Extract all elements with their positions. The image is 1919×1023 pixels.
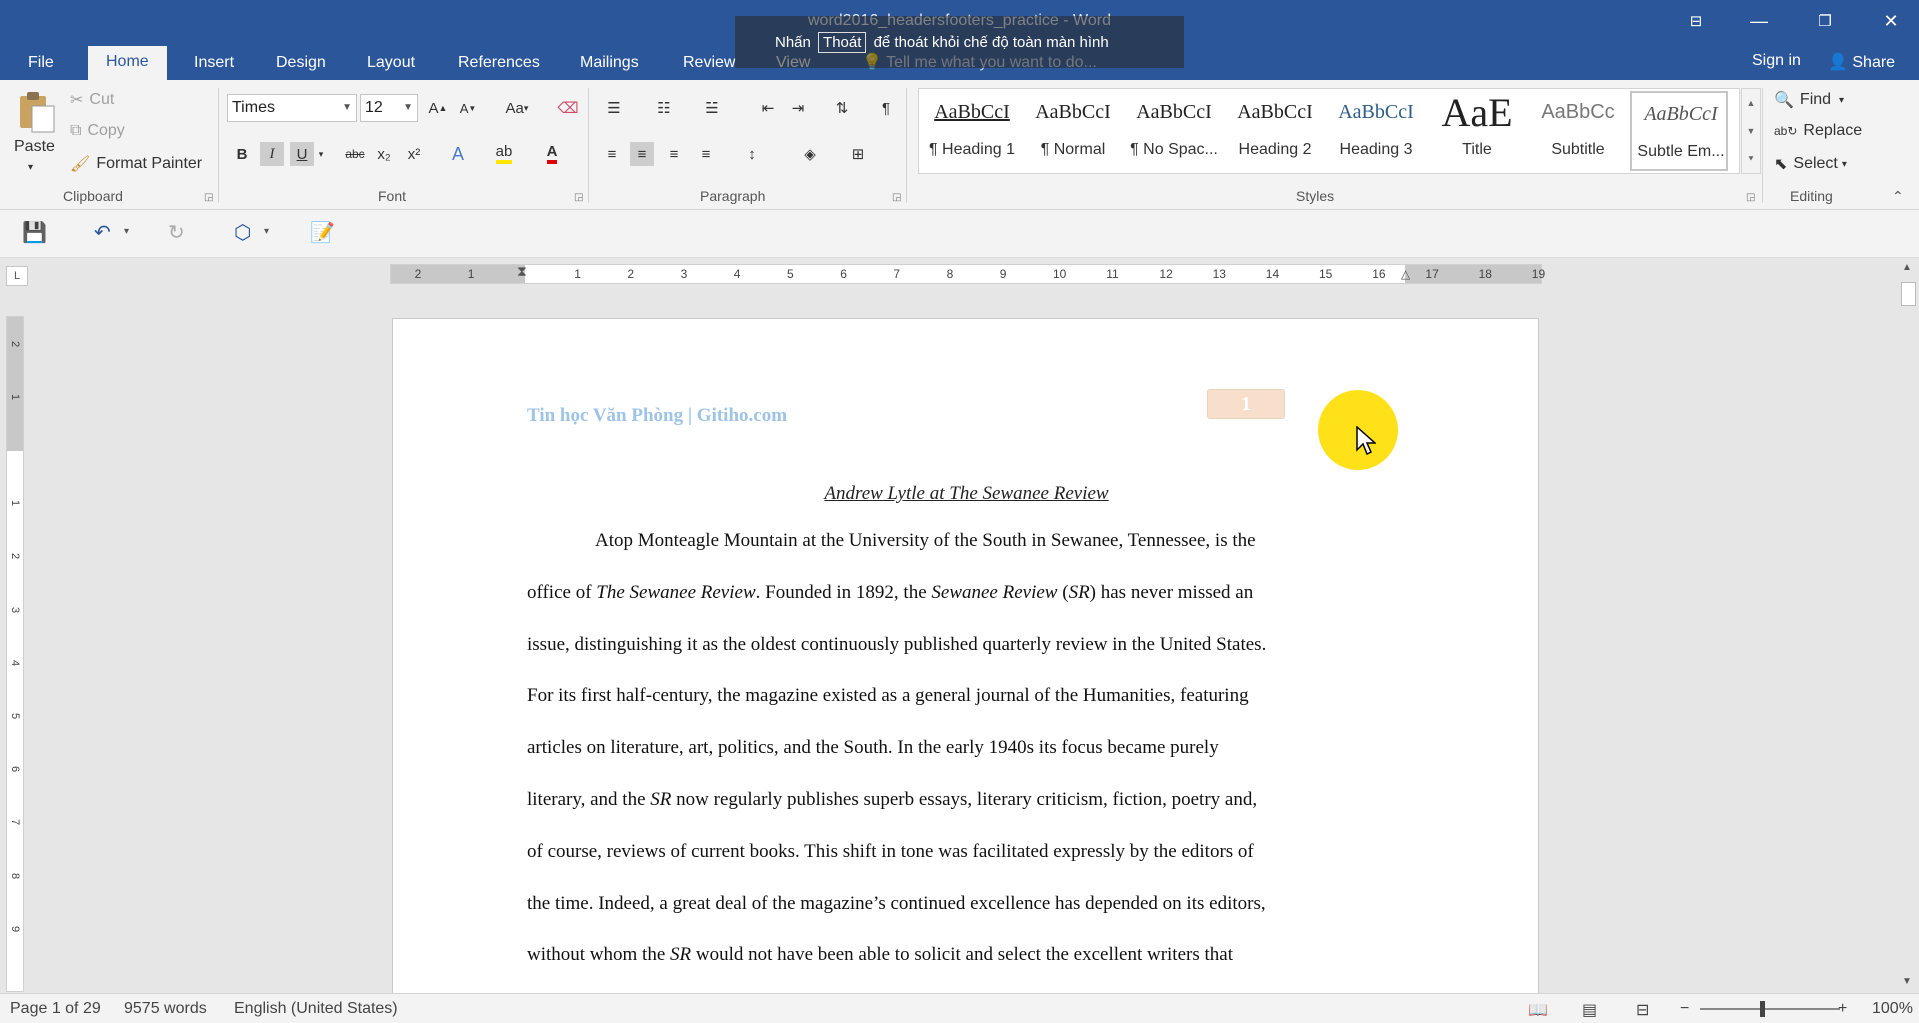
paste-icon[interactable] bbox=[14, 90, 58, 134]
bullets-icon[interactable]: ☰ bbox=[607, 100, 621, 117]
undo-dropdown-icon[interactable]: ▾ bbox=[124, 226, 130, 237]
body-line: office of The Sewanee Review. Founded in 1892, the Sewanee Review (SR) has never missed an bbox=[527, 581, 1254, 603]
bold-button[interactable]: B bbox=[236, 145, 248, 163]
sign-in-link[interactable]: Sign in bbox=[1752, 52, 1801, 69]
ruler-tick-label: 17 bbox=[1425, 267, 1439, 281]
page-count[interactable]: Page 1 of 29 bbox=[10, 1000, 101, 1017]
ribbon bbox=[0, 80, 1919, 210]
paste-button[interactable]: Paste bbox=[14, 138, 55, 155]
style-name: Title bbox=[1462, 141, 1492, 158]
search-icon: 🔍 bbox=[1774, 92, 1794, 109]
vertical-scrollbar[interactable] bbox=[1898, 258, 1919, 993]
shading-icon[interactable]: ◈ bbox=[804, 146, 816, 163]
ruler-tick-label: 13 bbox=[1212, 267, 1226, 281]
ruler-tick-label: 14 bbox=[1265, 267, 1280, 281]
body-line: literary, and the SR now regularly publishes superb essays, literary criticism, fiction, poetry and, bbox=[527, 788, 1258, 810]
copy-button[interactable] bbox=[70, 122, 125, 140]
ruler-tick-label: 8 bbox=[946, 267, 954, 281]
borders-icon[interactable]: ⊞ bbox=[851, 146, 865, 163]
body-line: without whom the SR would not have been able to solicit and select the excellent writers that bbox=[527, 944, 1233, 966]
tab-home[interactable]: Home bbox=[88, 46, 167, 80]
scissors-icon: ✂ bbox=[70, 92, 84, 109]
paragraph-group-label: Paragraph bbox=[700, 188, 766, 204]
ruler-tick-label: 3 bbox=[9, 606, 21, 613]
font-family-value: Times bbox=[232, 99, 275, 116]
styles-launcher-icon[interactable]: ◲ bbox=[1746, 192, 1756, 203]
ruler-tick-label: 5 bbox=[787, 267, 794, 281]
tab-file[interactable]: File bbox=[28, 54, 54, 71]
ruler-tick-label: 1 bbox=[9, 393, 21, 400]
change-case-button[interactable] bbox=[498, 96, 536, 120]
styles-gallery bbox=[918, 88, 1740, 174]
styles-group-label: Styles bbox=[1296, 188, 1335, 204]
editing-group-label: Editing bbox=[1790, 188, 1833, 204]
undo-icon[interactable]: ↶ bbox=[94, 222, 111, 244]
body-line: issue, distinguishing it as the oldest continuously published quarterly review in the United States. bbox=[527, 633, 1267, 655]
replace-icon: ab↻ bbox=[1774, 124, 1798, 138]
decrease-indent-icon[interactable]: ⇤ bbox=[761, 100, 775, 117]
style-heading-2[interactable] bbox=[1226, 91, 1324, 171]
chevron-down-icon: ▼ bbox=[403, 102, 413, 113]
ruler-tick-label: 9 bbox=[999, 267, 1007, 281]
ribbon-display-options-icon[interactable]: ⊟ bbox=[1689, 13, 1703, 30]
mouse-pointer-icon bbox=[1356, 426, 1376, 459]
tab-insert[interactable]: Insert bbox=[194, 54, 235, 71]
web-layout-icon[interactable]: ⊟ bbox=[1636, 1002, 1650, 1019]
style-name: ¶ Normal bbox=[1040, 141, 1106, 158]
body-line: Atop Monteagle Mountain at the University of the South in Sewanee, Tennessee, is the bbox=[595, 530, 1256, 551]
ruler-tick-label: 8 bbox=[9, 872, 21, 879]
style-subtitle[interactable] bbox=[1529, 91, 1627, 171]
chevron-up-icon[interactable]: ▲ bbox=[1746, 98, 1756, 108]
ruler-tick-label: 1 bbox=[467, 267, 475, 281]
style-name: Heading 2 bbox=[1238, 141, 1312, 158]
zoom-slider[interactable] bbox=[1700, 1008, 1840, 1010]
more-styles-icon[interactable]: ⯆ bbox=[1747, 154, 1755, 164]
ruler-tick-label: 10 bbox=[1053, 267, 1067, 281]
copy-icon: ⧉ bbox=[70, 122, 82, 139]
clipboard-launcher-icon[interactable]: ◲ bbox=[204, 192, 214, 203]
highlight-color-icon[interactable]: ab bbox=[492, 142, 516, 166]
top-margin-area bbox=[7, 317, 23, 451]
quick-access-toolbar bbox=[0, 210, 1919, 258]
ruler-tick-label: 2 bbox=[627, 267, 635, 281]
increase-indent-icon[interactable]: ⇥ bbox=[791, 100, 805, 117]
tab-mailings[interactable]: Mailings bbox=[580, 54, 639, 71]
style-preview: AaBbCcI bbox=[1644, 103, 1718, 125]
ruler-tick-label: 3 bbox=[680, 267, 688, 281]
indent-marker-icon[interactable]: ⧗ bbox=[517, 263, 527, 279]
ruler-tick-label: 9 bbox=[9, 925, 21, 932]
text-effects-icon[interactable]: A bbox=[451, 143, 464, 164]
tip-message: để thoát khỏi chế độ toàn màn hình bbox=[873, 34, 1109, 51]
align-left-icon[interactable]: ≡ bbox=[607, 145, 617, 163]
ruler-tick-label: 5 bbox=[9, 713, 21, 720]
subscript-button[interactable]: x₂ bbox=[377, 145, 391, 163]
font-group-label: Font bbox=[378, 188, 407, 204]
italic-button[interactable]: I bbox=[260, 142, 284, 166]
style-preview: AaE bbox=[1441, 90, 1513, 135]
tab-references[interactable]: References bbox=[458, 54, 540, 71]
sort-icon[interactable]: ⇅ bbox=[835, 100, 849, 117]
copy-label: Copy bbox=[87, 122, 125, 139]
font-size-combo[interactable] bbox=[360, 94, 418, 122]
shapes-icon[interactable]: ⬡ bbox=[234, 222, 252, 244]
ruler-tick-label: 6 bbox=[840, 267, 847, 281]
ruler-tick-label: 7 bbox=[9, 819, 21, 826]
title-bar bbox=[0, 0, 1919, 80]
style-name: ¶ No Spac... bbox=[1130, 141, 1218, 158]
font-family-combo[interactable] bbox=[227, 94, 357, 122]
shrink-font-icon[interactable]: A ▼ bbox=[459, 100, 477, 116]
ruler-tick-label: 15 bbox=[1319, 267, 1333, 281]
ruler-tick-label: 1 bbox=[9, 500, 21, 507]
style-normal[interactable] bbox=[1024, 91, 1122, 171]
restore-button[interactable]: ❐ bbox=[1818, 13, 1832, 30]
ruler-tick-label: 2 bbox=[414, 267, 422, 281]
ruler-tick-label: 2 bbox=[9, 553, 21, 560]
find-label: Find bbox=[1799, 91, 1832, 108]
zoom-out-icon[interactable]: − bbox=[1680, 1000, 1690, 1017]
underline-button[interactable]: U bbox=[290, 142, 314, 166]
paintbrush-icon: 🖌 bbox=[70, 156, 91, 173]
tip-exit-key[interactable]: Thoát bbox=[818, 32, 866, 53]
style-preview: AaBbCcI bbox=[1237, 101, 1313, 123]
numbering-icon[interactable]: ☷ bbox=[657, 100, 671, 117]
select-button[interactable] bbox=[1774, 154, 1847, 174]
style-name: Heading 3 bbox=[1339, 141, 1413, 158]
font-launcher-icon[interactable]: ◲ bbox=[574, 192, 584, 203]
separator bbox=[1762, 88, 1763, 203]
ruler-tick-label: 18 bbox=[1478, 267, 1492, 281]
fullscreen-tooltip bbox=[735, 16, 1184, 68]
close-button[interactable]: ✕ bbox=[1883, 10, 1899, 31]
style-preview: AaBbCcI bbox=[1035, 101, 1111, 123]
format-painter-button[interactable] bbox=[70, 154, 202, 174]
language[interactable]: English (United States) bbox=[234, 1000, 398, 1017]
style-preview: AaBbCcI bbox=[1136, 101, 1212, 123]
ruler-tick-label: 12 bbox=[1159, 267, 1173, 281]
show-formatting-icon[interactable]: ¶ bbox=[881, 99, 891, 117]
separator bbox=[588, 88, 589, 203]
tab-design[interactable]: Design bbox=[276, 54, 326, 71]
change-case-label: Aa bbox=[505, 99, 524, 117]
style-subtle-emphasis[interactable] bbox=[1630, 91, 1728, 171]
style-title[interactable] bbox=[1428, 91, 1526, 171]
replace-button[interactable] bbox=[1774, 122, 1862, 140]
ruler-tick-label: 19 bbox=[1531, 267, 1546, 281]
shapes-dropdown-icon[interactable]: ▾ bbox=[264, 226, 270, 237]
underline-dropdown-icon[interactable]: ▾ bbox=[318, 148, 324, 159]
pointer-icon: ⬉ bbox=[1774, 156, 1788, 173]
style-no-spacing[interactable] bbox=[1125, 91, 1223, 171]
tab-review[interactable]: Review bbox=[683, 54, 736, 71]
tab-selector[interactable]: L bbox=[6, 266, 28, 286]
scroll-down-icon[interactable]: ▼ bbox=[1902, 976, 1912, 987]
strikethrough-button[interactable]: abc bbox=[345, 147, 365, 161]
share-label: Share bbox=[1852, 54, 1896, 71]
style-name: Subtitle bbox=[1551, 141, 1605, 158]
separator bbox=[906, 88, 907, 203]
chevron-down-icon: ▾ bbox=[1841, 158, 1847, 170]
page-number-box[interactable]: 1 bbox=[1207, 389, 1285, 419]
find-button[interactable] bbox=[1774, 90, 1844, 110]
cut-button[interactable] bbox=[70, 90, 114, 110]
paragraph-launcher-icon[interactable]: ◲ bbox=[892, 192, 902, 203]
clipboard-group-label: Clipboard bbox=[63, 188, 123, 204]
body-line: the time. Indeed, a great deal of the magazine’s continued excellence has depended on its editors, bbox=[527, 892, 1266, 914]
edit-document-icon[interactable]: 📝 bbox=[310, 222, 335, 244]
ruler-tick-label: 2 bbox=[9, 340, 21, 347]
redo-icon[interactable]: ↻ bbox=[168, 222, 185, 244]
save-icon[interactable]: 💾 bbox=[22, 222, 47, 244]
ruler-tick-label: 6 bbox=[9, 766, 21, 773]
minimize-button[interactable]: — bbox=[1750, 10, 1768, 31]
replace-label: Replace bbox=[1803, 122, 1863, 139]
style-heading-1[interactable] bbox=[923, 91, 1021, 171]
read-mode-icon[interactable]: 📖 bbox=[1528, 1002, 1548, 1019]
style-preview: AaBbCcI bbox=[934, 101, 1010, 123]
select-label: Select bbox=[1793, 155, 1838, 172]
style-name: ¶ Heading 1 bbox=[929, 141, 1015, 158]
style-name: Subtle Em... bbox=[1637, 143, 1725, 160]
style-preview: AaBbCc bbox=[1541, 101, 1615, 123]
person-icon: 👤 bbox=[1828, 54, 1853, 71]
chevron-down-icon: ▾ bbox=[1839, 94, 1845, 106]
style-preview: AaBbCcI bbox=[1338, 101, 1414, 123]
body-line: of course, reviews of current books. This shift in tone was facilitated expressly by the editors of bbox=[527, 840, 1254, 862]
scroll-thumb[interactable] bbox=[1901, 282, 1916, 306]
style-heading-3[interactable] bbox=[1327, 91, 1425, 171]
superscript-button[interactable]: x² bbox=[407, 145, 421, 163]
line-spacing-icon[interactable]: ↕ bbox=[748, 145, 756, 163]
zoom-slider-thumb[interactable] bbox=[1760, 1001, 1765, 1017]
tip-press: Nhấn bbox=[775, 34, 811, 51]
vertical-ruler[interactable] bbox=[6, 316, 24, 992]
multilevel-list-icon[interactable]: ☱ bbox=[705, 100, 719, 117]
clear-formatting-icon[interactable]: ⌫ bbox=[557, 100, 579, 117]
font-size-value: 12 bbox=[365, 99, 383, 116]
horizontal-ruler[interactable] bbox=[390, 263, 1546, 284]
chevron-down-icon: ▾ bbox=[523, 102, 529, 113]
font-color-icon[interactable]: A bbox=[540, 142, 564, 166]
paste-dropdown-icon[interactable]: ▾ bbox=[28, 162, 34, 173]
chevron-down-icon: ▼ bbox=[342, 102, 352, 113]
word-count[interactable]: 9575 words bbox=[124, 1000, 207, 1017]
grow-font-icon[interactable]: A ▲ bbox=[428, 99, 448, 117]
ruler-tick-label: 7 bbox=[893, 267, 901, 281]
ruler-tick-label: 1 bbox=[574, 267, 581, 281]
tab-layout[interactable]: Layout bbox=[367, 54, 416, 71]
cut-label: Cut bbox=[89, 91, 115, 108]
ruler-tick-label: 16 bbox=[1372, 267, 1386, 281]
share-button[interactable] bbox=[1828, 52, 1895, 72]
zoom-in-icon[interactable]: + bbox=[1838, 1000, 1848, 1017]
document-heading[interactable]: Andrew Lytle at The Sewanee Review bbox=[824, 483, 1109, 504]
format-painter-label: Format Painter bbox=[96, 155, 203, 172]
left-margin-area bbox=[391, 265, 525, 283]
ruler-tick-label: 11 bbox=[1106, 267, 1119, 281]
collapse-ribbon-icon[interactable]: ⌃ bbox=[1892, 188, 1904, 204]
zoom-level[interactable]: 100% bbox=[1872, 1000, 1913, 1017]
separator bbox=[218, 88, 219, 203]
body-line: For its first half-century, the magazine existed as a general journal of the Humanities, featuring bbox=[527, 685, 1249, 707]
justify-icon[interactable]: ≡ bbox=[701, 145, 711, 163]
align-center-icon[interactable]: ≡ bbox=[630, 142, 654, 166]
ruler-tick-label: 4 bbox=[9, 659, 21, 666]
chevron-down-icon[interactable]: ▼ bbox=[1746, 126, 1756, 136]
styles-scroll[interactable] bbox=[1741, 88, 1761, 174]
print-layout-icon[interactable]: ▤ bbox=[1582, 1002, 1598, 1019]
page-header-text[interactable]: Tin học Văn Phòng | Gitiho.com bbox=[527, 405, 788, 426]
ruler-tick-label: 4 bbox=[733, 267, 741, 281]
scroll-up-icon[interactable]: ▲ bbox=[1902, 262, 1912, 273]
align-right-icon[interactable]: ≡ bbox=[669, 145, 679, 163]
document-body[interactable] bbox=[527, 529, 1407, 995]
status-bar bbox=[0, 993, 1919, 1023]
body-line: articles on literature, art, politics, and the South. In the early 1940s its focus became purely bbox=[527, 737, 1219, 759]
right-indent-marker-icon[interactable]: △ bbox=[1401, 267, 1411, 281]
